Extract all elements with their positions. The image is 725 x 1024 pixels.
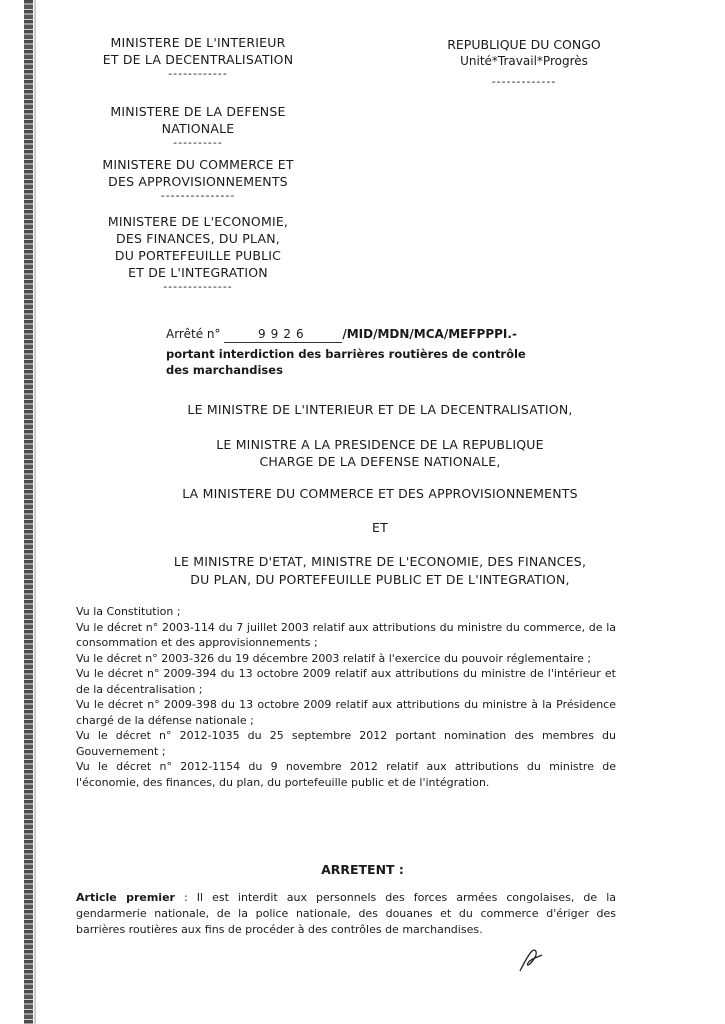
visa-item: Vu le décret n° 2012-1154 du 9 novembre 2012 relatif aux attributions du ministre de l'économie, des finances, du plan, du portefeuille public et de l'intégration. <box>76 760 616 789</box>
article-text: : Il est interdit aux personnels des forces armées congolaises, de la gendarmerie nationale, de la police nationale, des douanes et du commerce d'ériger des barrières routières aux fins de procéder à des contrôles de marchandises. <box>76 891 616 936</box>
minister-economy-line1: LE MINISTRE D'ETAT, MINISTRE DE L'ECONOMIE, DES FINANCES, <box>173 554 587 569</box>
ministry-line: MINISTERE DU COMMERCE ET <box>102 157 294 172</box>
separator: ------------- <box>491 75 557 88</box>
visa-item: Vu le décret n° 2003-326 du 19 décembre 2003 relatif à l'exercice du pouvoir réglementaire ; <box>76 651 592 665</box>
minister-et: ET <box>372 520 388 535</box>
article-premier <box>76 890 616 938</box>
arretent-heading: ARRETENT : <box>321 862 404 877</box>
separator: --------------- <box>160 189 236 202</box>
republic-name: REPUBLIQUE DU CONGO <box>447 37 601 52</box>
visa-item: Vu la Constitution ; <box>76 605 181 618</box>
ministry-line: NATIONALE <box>161 121 235 136</box>
ministry-commerce <box>82 156 314 202</box>
separator: ------------ <box>168 67 228 80</box>
visa-item: Vu le décret n° 2009-398 du 13 octobre 2009 relatif aux attributions du ministre à la Présidence chargé de la défense nationale ; <box>76 698 616 727</box>
arrete-suffix: /MID/MDN/MCA/MEFPPPI.- <box>342 327 517 341</box>
ministry-line: DES FINANCES, DU PLAN, <box>116 231 280 246</box>
visa-item: Vu le décret n° 2003-114 du 7 juillet 2003 relatif aux attributions du ministre du commerce, de la consommation et des approvisionnements ; <box>76 620 616 649</box>
visa-item: Vu le décret n° 2009-394 du 13 octobre 2009 relatif aux attributions du ministre de l'intérieur et de la décentralisation ; <box>76 667 616 696</box>
article-label: Article premier <box>76 891 175 904</box>
ministry-line: MINISTERE DE L'INTERIEUR <box>110 35 286 50</box>
arrete-prefix: Arrêté n° <box>166 327 221 341</box>
ministry-line: ET DE L'INTEGRATION <box>128 265 268 280</box>
ministry-defense <box>82 103 314 149</box>
ministry-line: MINISTERE DE LA DEFENSE <box>110 104 286 119</box>
separator: -------------- <box>163 280 233 293</box>
ministry-line: MINISTERE DE L'ECONOMIE, <box>107 214 289 229</box>
ministry-economy <box>82 213 314 293</box>
minister-defense-line2: CHARGE DE LA DEFENSE NATIONALE, <box>259 454 501 469</box>
paraph-initials <box>516 945 546 975</box>
ministry-line: ET DE LA DECENTRALISATION <box>102 52 294 67</box>
visa-item: Vu le décret n° 2012-1035 du 25 septembre 2012 portant nomination des membres du Gouvernement ; <box>76 729 616 758</box>
ministry-line: DU PORTEFEUILLE PUBLIC <box>114 248 282 263</box>
minister-interior: LE MINISTRE DE L'INTERIEUR ET DE LA DECENTRALISATION, <box>187 402 573 417</box>
arrete-number: 9926 <box>224 326 342 343</box>
arrete-reference <box>166 326 517 343</box>
ministry-line: DES APPROVISIONNEMENTS <box>108 174 288 189</box>
subject-line: portant interdiction des barrières routières de contrôle <box>166 347 526 361</box>
republic-motto: Unité*Travail*Progrès <box>460 54 588 68</box>
ministry-interior <box>82 34 314 80</box>
republic-header <box>428 36 620 88</box>
minister-commerce: LA MINISTERE DU COMMERCE ET DES APPROVISIONNEMENTS <box>182 486 578 501</box>
arrete-subject <box>166 346 566 378</box>
minister-defense-line1: LE MINISTRE A LA PRESIDENCE DE LA REPUBLIQUE <box>216 437 544 452</box>
subject-line: des marchandises <box>166 363 283 377</box>
minister-economy-line2: DU PLAN, DU PORTEFEUILLE PUBLIC ET DE L'INTEGRATION, <box>190 572 570 587</box>
visas-list <box>76 604 616 790</box>
separator: ---------- <box>173 136 223 149</box>
